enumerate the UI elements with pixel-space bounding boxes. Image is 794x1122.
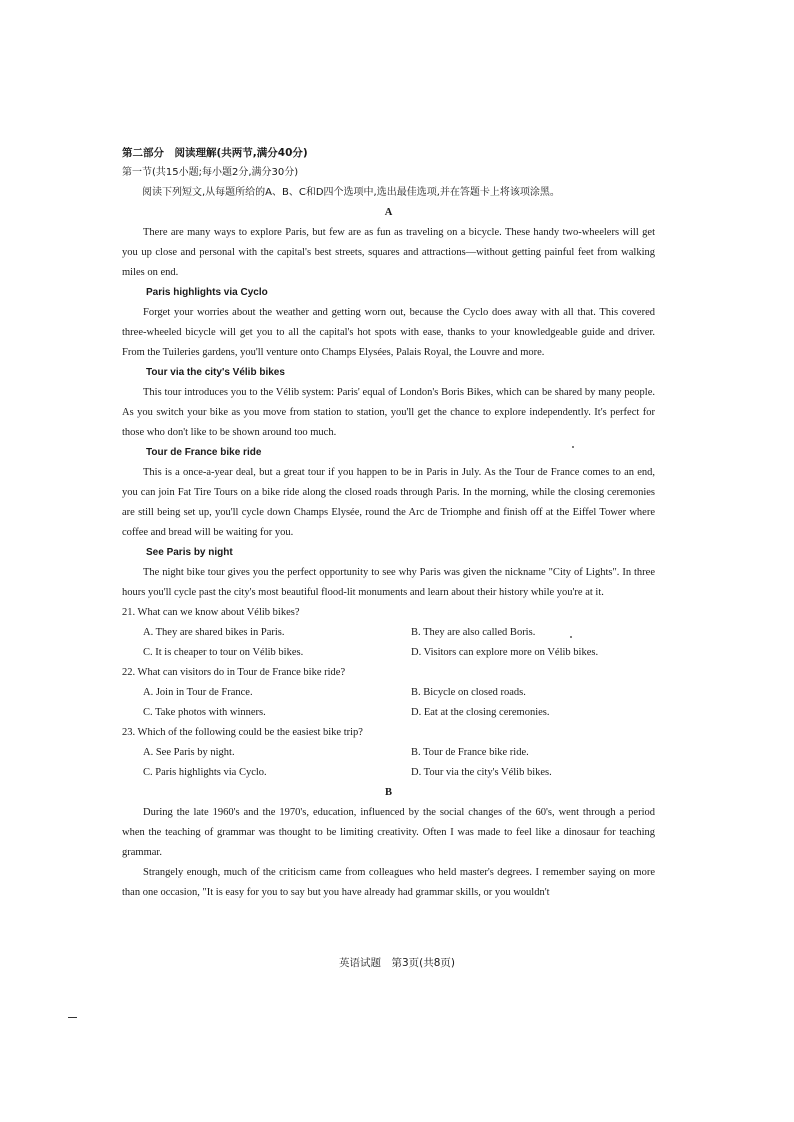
part-heading: 第二部分 阅读理解(共两节,满分40分) xyxy=(122,147,308,159)
passage-b-label: B xyxy=(384,787,392,798)
passage-a-label: A xyxy=(384,207,393,218)
section-title-cyclo: Paris highlights via Cyclo xyxy=(146,287,268,298)
option-21-a[interactable]: A. They are shared bikes in Paris. xyxy=(143,627,285,638)
section-text-velib: This tour introduces you to the Vélib system: Paris' equal of London's Boris Bikes, which can be shared by many people. As you switch your bike as you move from station to station, you'll get the chance to explore independently. It's perfect for those who don't like to be shown around too much. xyxy=(122,387,655,438)
section-heading: 第一节(共15小题;每小题2分,满分30分) xyxy=(122,167,299,178)
passage-b-paragraph-1: During the late 1960's and the 1970's, education, influenced by the social changes of the 60's, went through a period when the teaching of grammar was thought to be limiting creativity. Often I was made to feel like a dinosaur for teaching grammar. xyxy=(122,807,655,858)
question-22: 22. What can visitors do in Tour de France bike ride? xyxy=(122,667,346,678)
question-23: 23. Which of the following could be the easiest bike trip? xyxy=(122,727,363,738)
option-21-d[interactable]: D. Visitors can explore more on Vélib bikes. xyxy=(411,647,599,658)
section-text-cyclo: Forget your worries about the weather and getting worn out, because the Cyclo does away with all that. This covered three-wheeled bicycle will get you to all the capital's hot spots with ease, thanks to your knowledgeable guide and driver. From the Tuileries gardens, you'll venture onto Champs Elysées, Palais Royal, the Louvre and more. xyxy=(122,307,655,358)
option-23-c[interactable]: C. Paris highlights via Cyclo. xyxy=(143,767,267,778)
option-22-c[interactable]: C. Take photos with winners. xyxy=(143,707,266,718)
question-22-options xyxy=(122,683,655,723)
question-21: 21. What can we know about Vélib bikes? xyxy=(122,607,300,618)
question-21-options xyxy=(122,623,655,663)
section-title-velib: Tour via the city's Vélib bikes xyxy=(146,367,285,378)
option-23-b[interactable]: B. Tour de France bike ride. xyxy=(411,747,529,758)
option-23-a[interactable]: A. See Paris by night. xyxy=(143,747,235,758)
option-22-a[interactable]: A. Join in Tour de France. xyxy=(143,687,253,698)
section-title-night: See Paris by night xyxy=(146,547,233,558)
scan-speck xyxy=(572,446,574,448)
scan-speck xyxy=(570,636,572,638)
option-22-d[interactable]: D. Eat at the closing ceremonies. xyxy=(411,707,550,718)
page-footer: 英语试题 第3页(共8页) xyxy=(338,957,456,969)
question-23-options xyxy=(122,743,655,783)
section-title-tour-de-france: Tour de France bike ride xyxy=(146,447,262,458)
option-21-c[interactable]: C. It is cheaper to tour on Vélib bikes. xyxy=(143,647,304,658)
option-23-d[interactable]: D. Tour via the city's Vélib bikes. xyxy=(411,767,552,778)
passage-a-intro: There are many ways to explore Paris, but few are as fun as traveling on a bicycle. These handy two-wheelers will get you up close and personal with the capital's best streets, squares and attractions—without getting painful feet from walking miles on end. xyxy=(122,227,655,278)
option-22-b[interactable]: B. Bicycle on closed roads. xyxy=(411,687,526,698)
scan-mark xyxy=(68,1017,77,1018)
section-text-night: The night bike tour gives you the perfect opportunity to see why Paris was given the nickname "City of Lights". In three hours you'll cycle past the city's most beautiful flood-lit monuments and learn about their history while you're at it. xyxy=(122,567,655,598)
option-21-b[interactable]: B. They are also called Boris. xyxy=(411,627,536,638)
exam-page xyxy=(122,143,655,903)
instructions: 阅读下列短文,从每题所给的A、B、C和D四个选项中,选出最佳选项,并在答题卡上将该项涂黑。 xyxy=(142,187,560,198)
passage-b-paragraph-2: Strangely enough, much of the criticism came from colleagues who held master's degrees. I remember saying on more than one occasion, "It is easy for you to say but you have already had grammar skills, or you wouldn't xyxy=(122,867,655,898)
section-text-tour-de-france: This is a once-a-year deal, but a great tour if you happen to be in Paris in July. As the Tour de France comes to an end, you can join Fat Tire Tours on a bike ride along the closed roads through Paris. In the morning, while the closing ceremonies are still being set up, you'll cycle down Champs Elysée, round the Arc de Triomphe and finish off at the Eiffel Tower where coffee and bread will be waiting for you. xyxy=(122,467,655,538)
